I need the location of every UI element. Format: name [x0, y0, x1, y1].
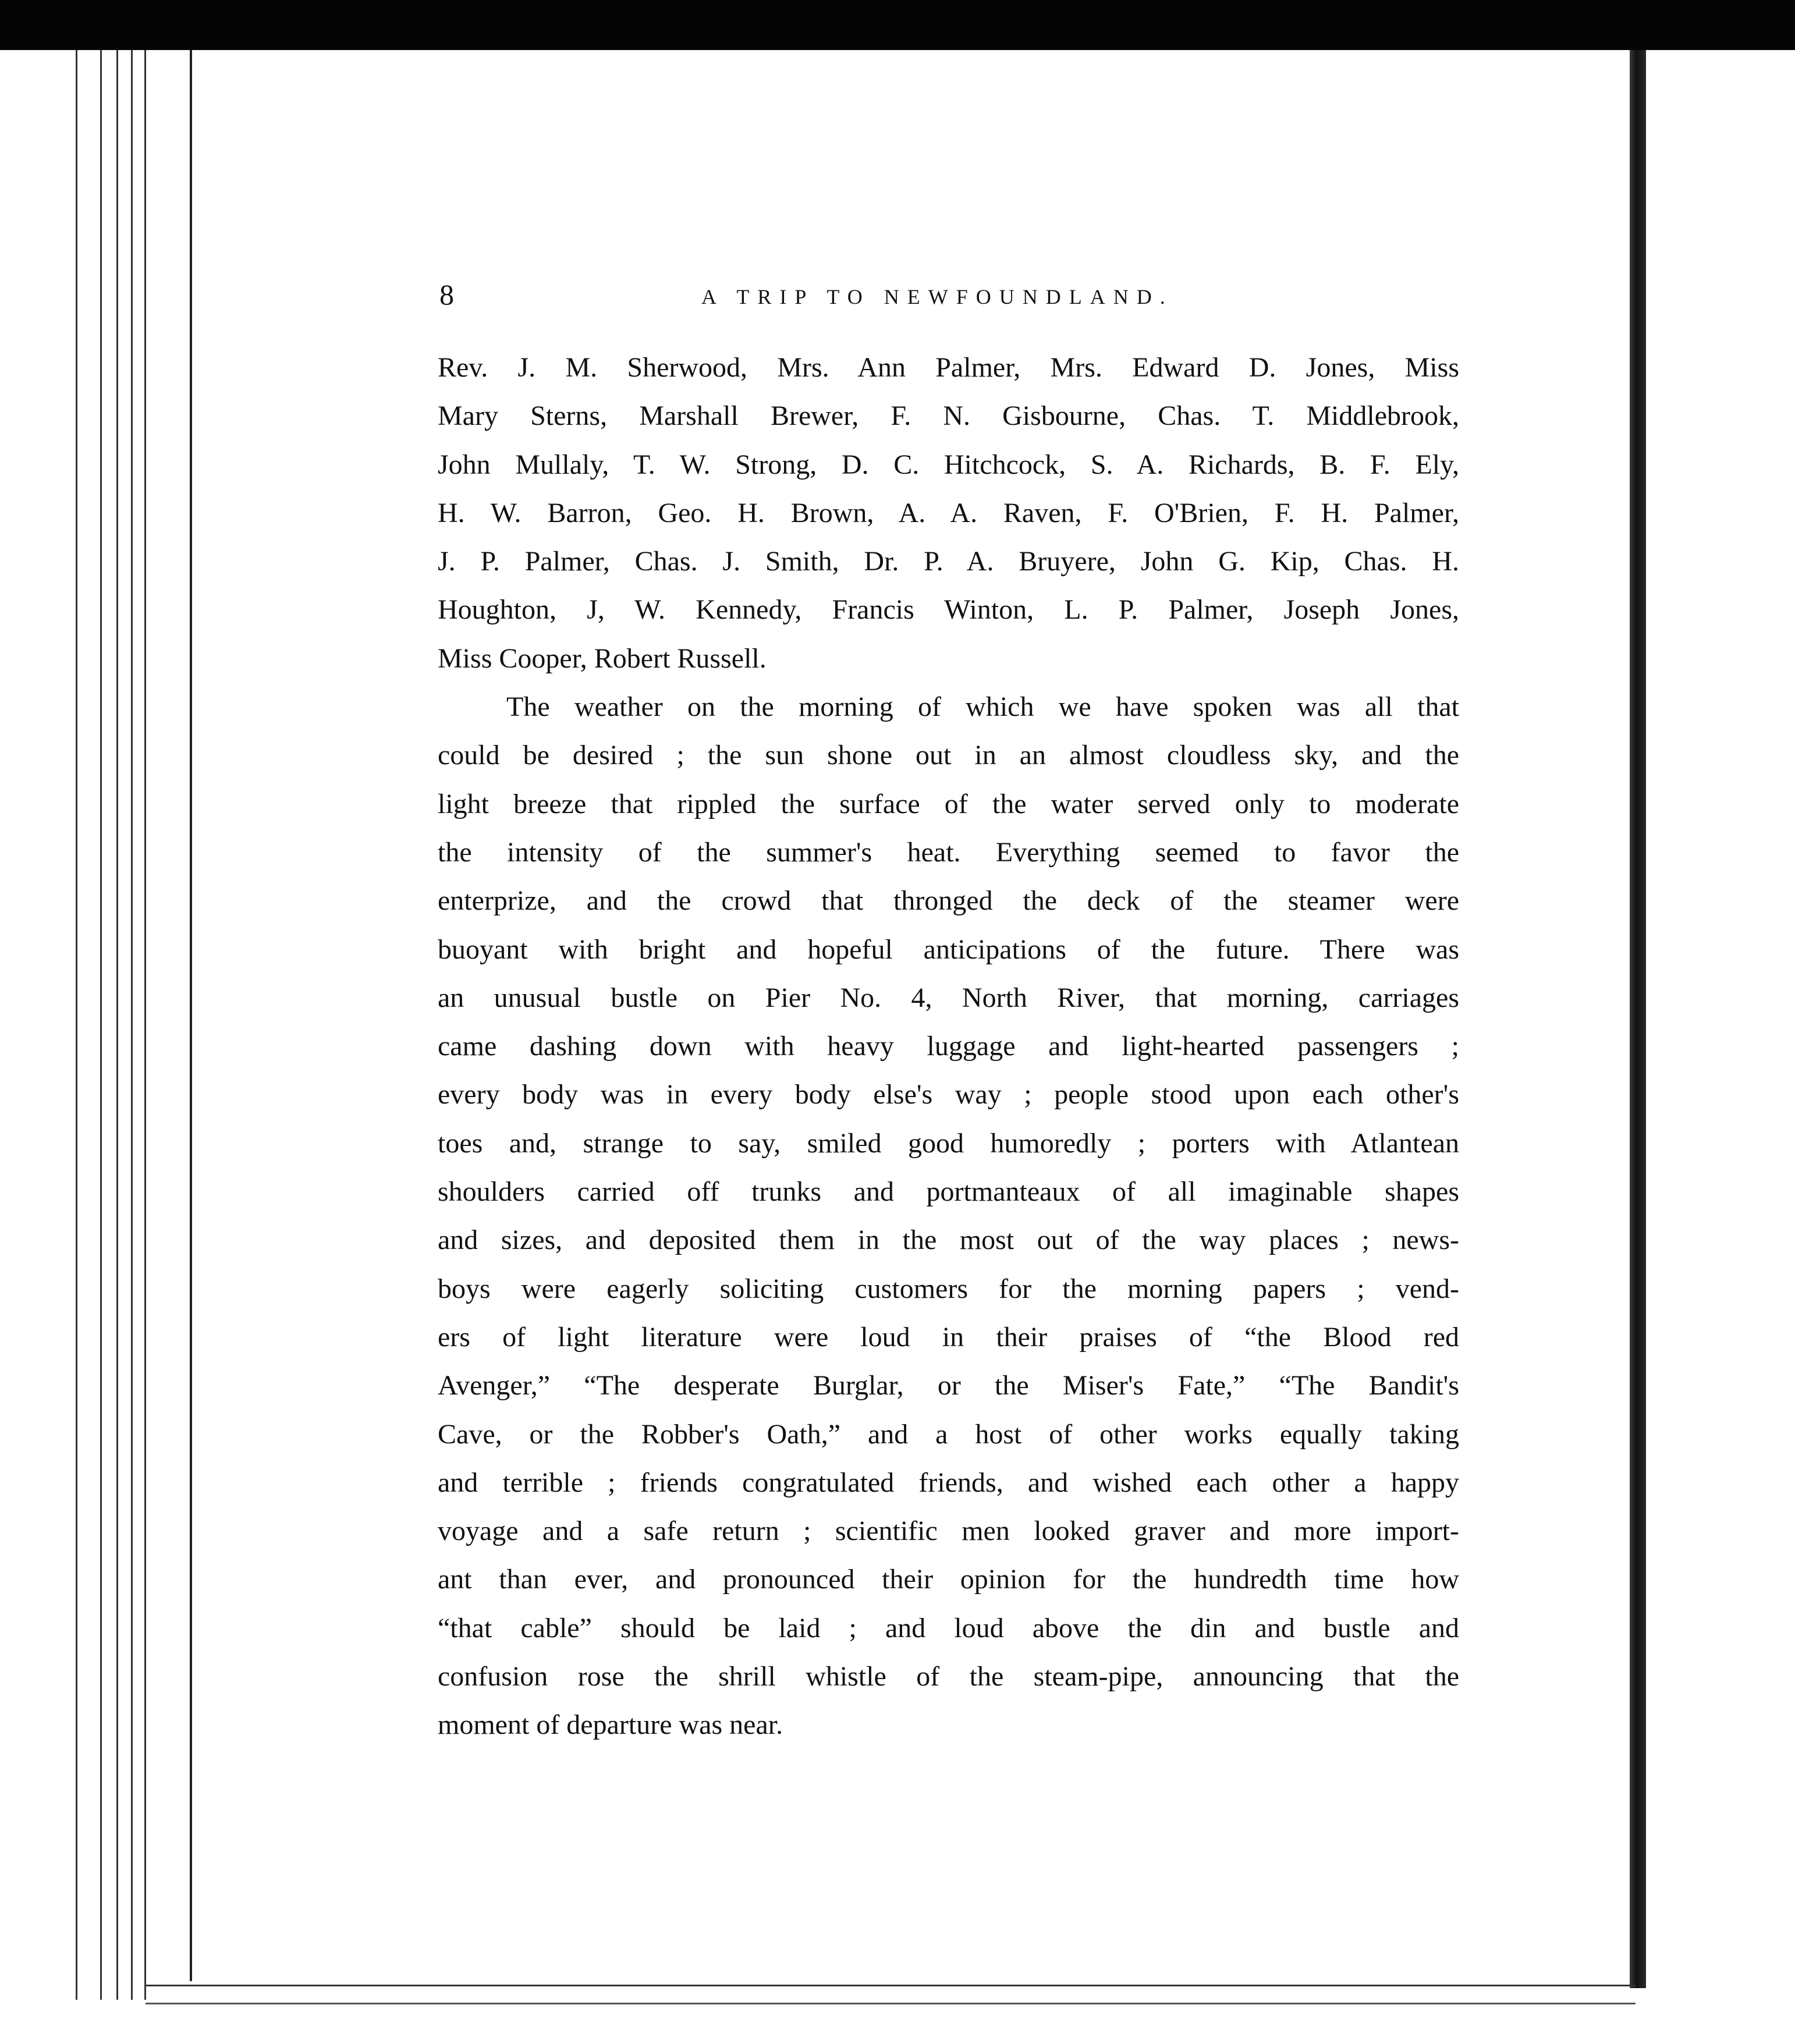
text-line: Rev. J. M. Sherwood, Mrs. Ann Palmer, Mrs. Edward D. Jones, Miss	[438, 352, 1459, 383]
page-edge-line	[131, 50, 133, 2000]
page-number: 8	[439, 278, 454, 311]
running-head: A TRIP TO NEWFOUNDLAND.	[701, 285, 1173, 308]
text-line: toes and, strange to say, smiled good humoredly ; porters with Atlantean	[438, 1127, 1459, 1159]
text-line: enterprize, and the crowd that thronged the deck of the steamer were	[438, 885, 1459, 917]
book-page-edge-right	[1630, 50, 1646, 1988]
text-line: the intensity of the summer's heat. Everything seemed to favor the	[438, 836, 1459, 868]
text-line: voyage and a safe return ; scientific men looked graver and more import-	[438, 1516, 1459, 1547]
text-line: shoulders carried off trunks and portmanteaux of all imaginable shapes	[438, 1176, 1459, 1208]
paragraph-first-line: The weather on the morning of which we have spoken was all that	[506, 691, 1459, 723]
text-line: and sizes, and deposited them in the most out of the way places ; news-	[438, 1225, 1459, 1256]
text-line: light breeze that rippled the surface of the water served only to moderate	[438, 788, 1459, 819]
text-line: John Mullaly, T. W. Strong, D. C. Hitchcock, S. A. Richards, B. F. Ely,	[438, 449, 1459, 480]
page-edge-line	[100, 50, 102, 2000]
book-page-edge-bottom	[146, 1985, 1636, 2004]
page-header	[439, 278, 1458, 319]
page-edge-line	[144, 50, 146, 2000]
text-line: Houghton, J, W. Kennedy, Francis Winton, L. P. Palmer, Joseph Jones,	[438, 594, 1459, 626]
text-line: every body was in every body else's way ; people stood upon each other's	[438, 1079, 1459, 1110]
scan-top-border	[0, 0, 1795, 50]
text-line: Avenger,” “The desperate Burglar, or the Miser's Fate,” “The Bandit's	[438, 1370, 1459, 1401]
text-line: moment of departure was near.	[438, 1709, 783, 1741]
text-line: buoyant with bright and hopeful anticipations of the future. There was	[438, 934, 1459, 965]
text-line: “that cable” should be laid ; and loud above the din and bustle and	[438, 1612, 1459, 1644]
text-line: Miss Cooper, Robert Russell.	[438, 643, 767, 674]
page-edge-line	[116, 50, 118, 2000]
book-page-edges-left	[76, 50, 198, 2000]
text-line: J. P. Palmer, Chas. J. Smith, Dr. P. A. Bruyere, John G. Kip, Chas. H.	[438, 546, 1459, 577]
text-line: H. W. Barron, Geo. H. Brown, A. A. Raven, F. O'Brien, F. H. Palmer,	[438, 497, 1459, 528]
text-line: ant than ever, and pronounced their opinion for the hundredth time how	[438, 1564, 1459, 1595]
text-line: an unusual bustle on Pier No. 4, North River, that morning, carriages	[438, 982, 1459, 1013]
text-line: confusion rose the shrill whistle of the steam-pipe, announcing that the	[438, 1661, 1459, 1692]
text-line: came dashing down with heavy luggage and light-hearted passengers ;	[438, 1031, 1459, 1062]
text-line: Mary Sterns, Marshall Brewer, F. N. Gisbourne, Chas. T. Middlebrook,	[438, 400, 1459, 432]
text-line: ers of light literature were loud in their praises of “the Blood red	[438, 1321, 1459, 1353]
page-edge-line	[76, 50, 77, 2000]
text-line: boys were eagerly soliciting customers for the morning papers ; vend-	[438, 1273, 1459, 1304]
body-text	[438, 343, 1459, 1750]
text-line: Cave, or the Robber's Oath,” and a host of other works equally taking	[438, 1418, 1459, 1450]
text-line: could be desired ; the sun shone out in an almost cloudless sky, and the	[438, 740, 1459, 771]
text-line: and terrible ; friends congratulated friends, and wished each other a happy	[438, 1467, 1459, 1498]
